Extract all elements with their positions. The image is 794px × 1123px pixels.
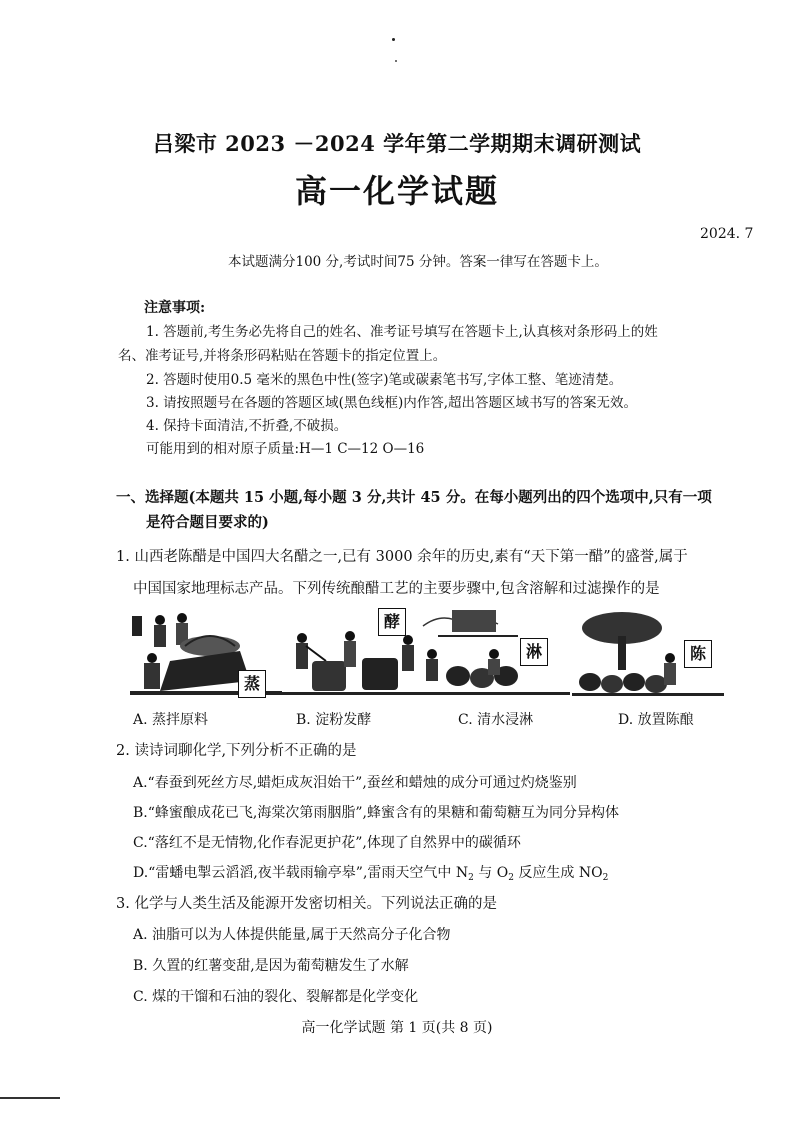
notes-heading: 注意事项: [144, 300, 206, 316]
note-item-4: 4. 保持卡面清洁,不折叠,不破损。 [146, 418, 348, 434]
figure-steaming [130, 606, 282, 701]
note-item-1b: 名、准考证号,并将条形码粘贴在答题卡的指定位置上。 [118, 348, 447, 364]
q2-d-text: 反应生成 NO [513, 865, 603, 881]
q2-d-text: D.“雷蟠电掣云滔滔,夜半载雨输亭皋”,雷雨天空气中 N [133, 865, 469, 881]
step-tag-ferment: 酵 [378, 608, 406, 636]
exam-subtitle: 高一化学试题 [294, 172, 499, 210]
q2-option-b: B.“蜂蜜酿成花已飞,海棠次第雨胭脂”,蜂蜜含有的果糖和葡萄糖互为同分异构体 [133, 805, 619, 821]
q2-option-d [133, 862, 608, 883]
q1-stem-cont: 中国国家地理标志产品。下列传统酿醋工艺的主要步骤中,包含溶解和过滤操作的是 [133, 581, 660, 597]
fermentation-illustration [282, 606, 434, 701]
q1-option-c: C. 清水浸淋 [458, 712, 534, 728]
scan-edge-line [0, 1097, 60, 1099]
section-heading-cont: 是符合题目要求的) [146, 514, 269, 531]
subscript: 2 [508, 873, 514, 883]
scan-speck [392, 38, 395, 41]
step-tag-steam: 蒸 [238, 670, 266, 698]
note-item-1a: 1. 答题前,考生务必先将自己的姓名、准考证号填写在答题卡上,认真核对条形码上的姓 [146, 324, 658, 340]
figure-leaching [418, 606, 570, 701]
figure-aging [572, 606, 724, 701]
exam-date: 2024. 7 [700, 226, 754, 242]
exam-title: 吕梁市 2023 －2024 学年第二学期期末调研测试 [152, 131, 642, 156]
q1-option-b: B. 淀粉发酵 [296, 712, 372, 728]
note-item-2: 2. 答题时使用0.5 毫米的黑色中性(签字)笔或碳素笔书写,字体工整、笔迹清楚。 [146, 372, 623, 388]
q3-stem: 3. 化学与人类生活及能源开发密切相关。下列说法正确的是 [116, 896, 497, 912]
step-tag-age: 陈 [684, 640, 712, 668]
q2-option-a: A.“春蚕到死丝方尽,蜡炬成灰泪始干”,蚕丝和蜡烛的成分可通过灼烧鉴别 [133, 775, 577, 791]
subscript: 2 [468, 873, 474, 883]
note-item-3: 3. 请按照题号在各题的答题区域(黑色线框)内作答,超出答题区域书写的答案无效。 [146, 395, 637, 411]
q2-stem: 2. 读诗词聊化学,下列分析不正确的是 [116, 743, 357, 759]
q3-option-a: A. 油脂可以为人体提供能量,属于天然高分子化合物 [133, 927, 451, 943]
q1-stem: 1. 山西老陈醋是中国四大名醋之一,已有 3000 余年的历史,素有“天下第一醋”的盛誉,属于 [116, 549, 688, 565]
exam-info: 本试题满分100 分,考试时间75 分钟。答案一律写在答题卡上。 [228, 254, 608, 270]
q2-d-text: 与 O [473, 865, 509, 881]
q1-option-a: A. 蒸拌原料 [133, 712, 209, 728]
page-footer: 高一化学试题 第 1 页(共 8 页) [301, 1020, 493, 1036]
q3-option-c: C. 煤的干馏和石油的裂化、裂解都是化学变化 [133, 989, 419, 1005]
atomic-mass-line: 可能用到的相对原子质量:H—1 C—12 O—16 [146, 441, 425, 457]
q2-option-c: C.“落红不是无情物,化作春泥更护花”,体现了自然界中的碳循环 [133, 835, 521, 851]
section-heading: 一、选择题(本题共 15 小题,每小题 3 分,共计 45 分。在每小题列出的四个选项中,只有一项 [116, 489, 712, 506]
step-tag-leach: 淋 [520, 638, 548, 666]
q3-option-b: B. 久置的红薯变甜,是因为葡萄糖发生了水解 [133, 958, 409, 974]
subscript: 2 [602, 873, 609, 883]
q1-option-d: D. 放置陈酿 [618, 712, 694, 728]
scan-speck [395, 60, 397, 62]
figure-fermentation [282, 606, 434, 701]
